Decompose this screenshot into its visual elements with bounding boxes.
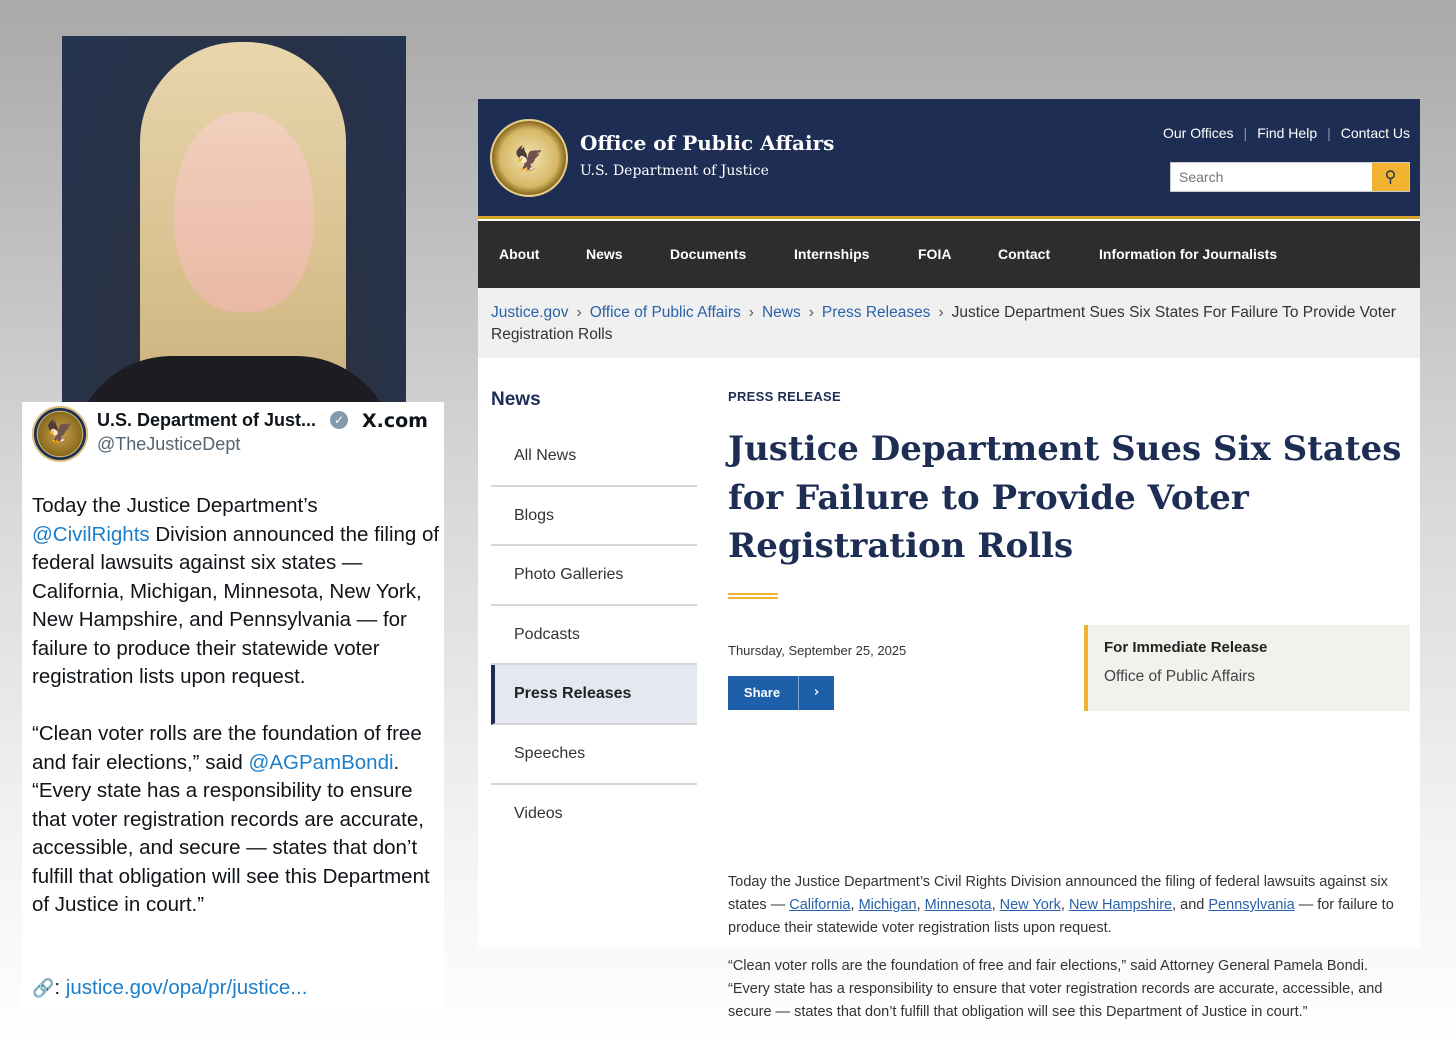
search-input[interactable]	[1171, 163, 1371, 191]
release-office: Office of Public Affairs	[1104, 668, 1256, 685]
chevron-right-icon: ›	[576, 304, 582, 321]
tweet-text-run: Today the Justice Department’s	[32, 494, 318, 517]
state-link-pennsylvania[interactable]: Pennsylvania	[1208, 897, 1295, 913]
sidenav-heading: News	[491, 389, 541, 410]
nav-news[interactable]: News	[586, 246, 623, 262]
utility-separator: |	[1327, 125, 1331, 141]
breadcrumb-press-releases[interactable]: Press Releases	[821, 304, 931, 321]
search-icon[interactable]: ⚲	[1372, 163, 1409, 191]
sidenav-item-blogs[interactable]: Blogs	[491, 487, 697, 547]
sidenav-item-all-news[interactable]: All News	[491, 427, 697, 487]
portrait-face	[174, 112, 314, 312]
utility-separator: |	[1243, 125, 1248, 141]
nav-foia[interactable]: FOIA	[918, 246, 952, 262]
tweet-text-run: . “Every state has a responsibility to ensure that voter registration records are accurate, accessible, and secure — states that don’t fulfill that obligation will see this Department of Justice in court.”	[32, 750, 430, 916]
tweet-card	[22, 402, 444, 1013]
state-link-minnesota[interactable]: Minnesota	[924, 897, 992, 913]
chevron-right-icon: ›	[808, 304, 814, 321]
utility-link-find-help[interactable]: Find Help	[1257, 125, 1318, 141]
body-text-run: , and	[1172, 897, 1209, 913]
search-box	[1170, 162, 1410, 192]
sidenav-item-photo-galleries[interactable]: Photo Galleries	[491, 546, 697, 606]
nav-documents[interactable]: Documents	[670, 246, 747, 262]
body-text-run: — for failure to produce their statewide voter registration lists upon request.	[728, 897, 1394, 936]
news-sidenav	[491, 389, 697, 844]
tweet-url-link[interactable]: justice.gov/opa/pr/justice...	[65, 976, 308, 999]
body-paragraph-2: “Clean voter rolls are the foundation of free and fair elections,” said Attorney General Pamela Bondi. “Every state has a responsibility to ensure that voter registration records are accurate, accessible, and secure — states that don’t fulfill that obligation will see this Department of Justice in court.”	[728, 958, 1383, 1020]
body-paragraph-1: Today the Justice Department’s Civil Rights Division announced the filing of federal lawsuits against six states — California, Michigan, Minnesota, New York, New Hampshire, and Pennsylvania — for failure to produce their statewide voter registration lists upon request.	[728, 874, 1394, 936]
mention-agpambondi-link[interactable]: @AGPamBondi	[248, 750, 394, 774]
link-icon: 🔗	[32, 978, 55, 999]
breadcrumb-office-of-public-affairs[interactable]: Office of Public Affairs	[589, 304, 741, 321]
state-link-new-hampshire[interactable]: New Hampshire	[1068, 897, 1173, 913]
title-divider	[728, 593, 778, 599]
doj-avatar[interactable]	[32, 406, 88, 462]
doj-seal-icon[interactable]	[490, 119, 568, 197]
nav-internships[interactable]: Internships	[794, 246, 870, 262]
tweet-link-line	[32, 976, 307, 1000]
breadcrumb-justice-gov[interactable]: Justice.gov	[491, 304, 569, 321]
chevron-right-icon: ›	[748, 304, 754, 321]
chevron-right-icon: ›	[938, 304, 944, 321]
tweet-text	[32, 492, 440, 948]
breadcrumb-news[interactable]: News	[761, 304, 801, 321]
utility-link-contact-us[interactable]: Contact Us	[1340, 125, 1410, 141]
tweet-author-handle[interactable]: @TheJusticeDept	[97, 434, 241, 454]
body-text-run: Today the Justice Department’s Civil Rights Division announced the filing of federal lawsuits against six states —	[728, 874, 1388, 913]
portrait-photo	[62, 36, 406, 402]
tweet-author-name[interactable]: U.S. Department of Just...	[97, 410, 317, 430]
verified-badge-icon: ✓	[330, 411, 348, 429]
site-header	[478, 99, 1420, 219]
link-prefix: :	[54, 976, 61, 999]
breadcrumb	[478, 288, 1420, 358]
tweet-paragraph	[32, 492, 440, 692]
breadcrumb-current: Justice Department Sues Six States For Failure To Provide Voter Registration Rolls	[491, 304, 1396, 343]
nav-about[interactable]: About	[499, 246, 540, 262]
press-release-content	[728, 389, 1410, 1020]
main-nav	[478, 221, 1420, 288]
release-label: For Immediate Release	[1104, 639, 1268, 656]
page-title: Justice Department Sues Six States for Failure to Provide Voter Registration Rolls	[728, 429, 1402, 566]
tweet-text-run: “Clean voter rolls are the foundation of free and fair elections,” said	[32, 722, 422, 774]
release-info-box	[1084, 625, 1410, 711]
doj-webpage	[478, 99, 1420, 1020]
site-title[interactable]: Office of Public Affairs	[580, 131, 835, 155]
press-release-kicker: PRESS RELEASE	[728, 389, 841, 404]
chevron-right-icon: ›	[798, 676, 834, 710]
utility-links	[1163, 125, 1410, 141]
mention-civilrights-link[interactable]: @CivilRights	[32, 522, 150, 546]
utility-link-our-offices[interactable]: Our Offices	[1163, 125, 1234, 141]
state-link-california[interactable]: California	[789, 897, 851, 913]
sidenav-item-videos[interactable]: Videos	[514, 804, 563, 822]
sidenav-item-press-releases[interactable]: Press Releases	[491, 665, 697, 725]
state-link-new-york[interactable]: New York	[999, 897, 1061, 913]
tweet-paragraph	[32, 720, 440, 920]
state-link-michigan[interactable]: Michigan	[858, 897, 917, 913]
tweet-source-label: X.com	[362, 410, 428, 432]
release-date: Thursday, September 25, 2025	[728, 643, 907, 658]
site-subtitle: U.S. Department of Justice	[580, 163, 769, 179]
nav-contact[interactable]: Contact	[998, 246, 1051, 262]
sidenav-item-podcasts[interactable]: Podcasts	[491, 606, 697, 666]
sidenav-item-speeches[interactable]: Speeches	[491, 725, 697, 785]
nav-information-for-journalists[interactable]: Information for Journalists	[1099, 246, 1278, 262]
share-label: Share	[743, 685, 781, 700]
share-button[interactable]	[728, 676, 834, 710]
tweet-text-run: Division announced the filing of federal lawsuits against six states — California, Michigan, Minnesota, New York, New Hampshire, and Pennsylvania — for failure to produce their statewide voter registration lists upon request.	[32, 522, 440, 688]
